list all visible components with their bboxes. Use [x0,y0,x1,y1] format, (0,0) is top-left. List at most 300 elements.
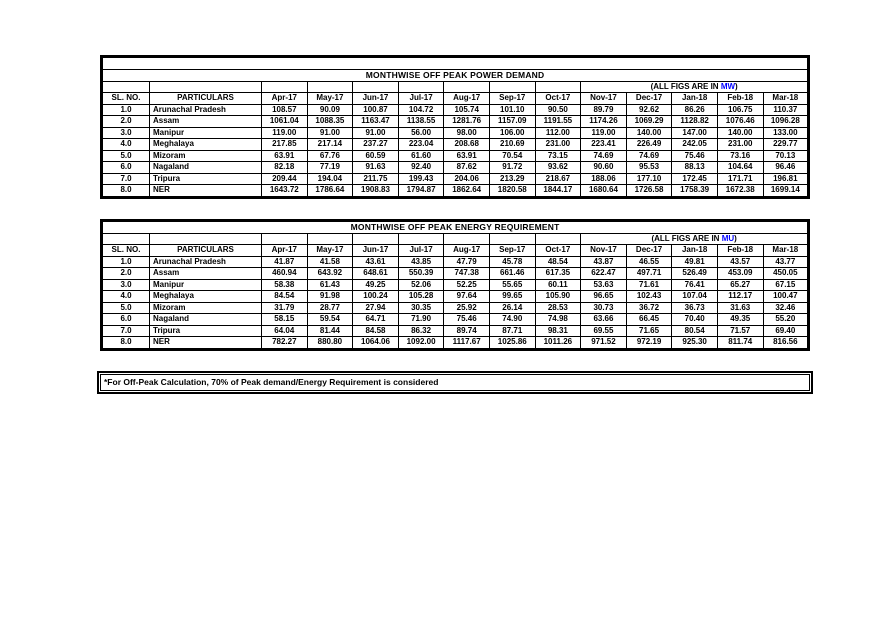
value-cell: 90.09 [307,104,353,116]
col-header-month: Mar-18 [763,93,809,105]
sl-no-cell: 8.0 [102,337,150,350]
col-header-month: Apr-17 [262,245,308,257]
state-name-cell: Tripura [150,173,262,185]
value-cell: 74.98 [535,314,581,326]
value-cell: 209.44 [262,173,308,185]
value-cell: 108.57 [262,104,308,116]
value-cell: 89.74 [444,325,490,337]
table-row [102,268,809,280]
col-header-sl-no: SL. NO. [102,245,150,257]
value-cell: 782.27 [262,337,308,350]
value-cell: 98.00 [444,127,490,139]
value-cell: 43.87 [581,256,627,268]
table-row [102,291,809,303]
value-cell: 229.77 [763,139,809,151]
empty-cell [102,81,150,93]
value-cell: 27.94 [353,302,399,314]
state-name-cell: Nagaland [150,314,262,326]
value-cell: 91.00 [307,127,353,139]
value-cell: 80.54 [672,325,718,337]
value-cell: 91.72 [489,162,535,174]
value-cell: 56.00 [398,127,444,139]
col-header-month: Jul-17 [398,93,444,105]
value-cell: 63.91 [444,150,490,162]
sl-no-cell: 4.0 [102,139,150,151]
value-cell: 1069.29 [626,116,672,128]
value-cell: 43.61 [353,256,399,268]
value-cell: 196.81 [763,173,809,185]
value-cell: 60.59 [353,150,399,162]
value-cell: 73.15 [535,150,581,162]
title-row [102,221,809,234]
value-cell: 1672.38 [717,185,763,198]
empty-cell [489,233,535,245]
value-cell: 32.46 [763,302,809,314]
value-cell: 194.04 [307,173,353,185]
value-cell: 92.62 [626,104,672,116]
value-cell: 63.91 [262,150,308,162]
value-cell: 1820.58 [489,185,535,198]
value-cell: 90.50 [535,104,581,116]
value-cell: 70.54 [489,150,535,162]
value-cell: 58.15 [262,314,308,326]
value-cell: 106.75 [717,104,763,116]
value-cell: 95.53 [626,162,672,174]
col-header-month: Sep-17 [489,93,535,105]
table-row [102,314,809,326]
value-cell: 73.16 [717,150,763,162]
value-cell: 65.27 [717,279,763,291]
empty-cell [262,233,308,245]
value-cell: 140.00 [717,127,763,139]
value-cell: 28.53 [535,302,581,314]
value-cell: 52.25 [444,279,490,291]
sl-no-cell: 6.0 [102,314,150,326]
empty-cell [489,81,535,93]
value-cell: 91.00 [353,127,399,139]
value-cell: 104.64 [717,162,763,174]
empty-cell [353,233,399,245]
value-cell: 71.65 [626,325,672,337]
value-cell: 98.31 [535,325,581,337]
col-header-month: Jun-17 [353,245,399,257]
value-cell: 1680.64 [581,185,627,198]
units-row [102,81,809,93]
value-cell: 526.49 [672,268,718,280]
state-name-cell: Mizoram [150,302,262,314]
value-cell: 69.40 [763,325,809,337]
state-name-cell: Manipur [150,127,262,139]
empty-cell [150,233,262,245]
empty-cell [398,81,444,93]
table-title: MONTHWISE OFF PEAK POWER DEMAND [102,70,809,82]
value-cell: 25.92 [444,302,490,314]
value-cell: 1758.39 [672,185,718,198]
title-row [102,70,809,82]
value-cell: 1011.26 [535,337,581,350]
empty-cell [353,81,399,93]
value-cell: 71.57 [717,325,763,337]
value-cell: 101.10 [489,104,535,116]
value-cell: 104.72 [398,104,444,116]
col-header-particulars: PARTICULARS [150,93,262,105]
table-row [102,139,809,151]
col-header-month: Dec-17 [626,93,672,105]
value-cell: 1061.04 [262,116,308,128]
value-cell: 617.35 [535,268,581,280]
table-row [102,162,809,174]
value-cell: 880.80 [307,337,353,350]
table-row [102,302,809,314]
value-cell: 147.00 [672,127,718,139]
col-header-particulars: PARTICULARS [150,245,262,257]
value-cell: 622.47 [581,268,627,280]
sl-no-cell: 2.0 [102,268,150,280]
sl-no-cell: 5.0 [102,150,150,162]
value-cell: 213.29 [489,173,535,185]
value-cell: 49.35 [717,314,763,326]
units-note: (ALL FIGS ARE IN MW) [581,81,809,93]
value-cell: 172.45 [672,173,718,185]
col-header-month: Dec-17 [626,245,672,257]
empty-cell [307,81,353,93]
table-row [102,116,809,128]
value-cell: 45.78 [489,256,535,268]
value-cell: 112.17 [717,291,763,303]
value-cell: 226.49 [626,139,672,151]
value-cell: 1908.83 [353,185,399,198]
sl-no-cell: 5.0 [102,302,150,314]
empty-cell [102,233,150,245]
col-header-month: Jul-17 [398,245,444,257]
col-header-month: Sep-17 [489,245,535,257]
value-cell: 96.65 [581,291,627,303]
value-cell: 60.11 [535,279,581,291]
off-peak-power-demand-table [100,55,810,199]
value-cell: 1128.82 [672,116,718,128]
value-cell: 30.73 [581,302,627,314]
table-row [102,185,809,198]
value-cell: 48.54 [535,256,581,268]
value-cell: 1191.55 [535,116,581,128]
state-name-cell: Tripura [150,325,262,337]
value-cell: 100.87 [353,104,399,116]
value-cell: 211.75 [353,173,399,185]
empty-cell [535,233,581,245]
value-cell: 1025.86 [489,337,535,350]
empty-cell [444,81,490,93]
value-cell: 1786.64 [307,185,353,198]
value-cell: 550.39 [398,268,444,280]
value-cell: 77.19 [307,162,353,174]
value-cell: 88.13 [672,162,718,174]
state-name-cell: Assam [150,268,262,280]
table-row [102,325,809,337]
units-note: (ALL FIGS ARE IN MU) [581,233,809,245]
value-cell: 87.62 [444,162,490,174]
value-cell: 93.62 [535,162,581,174]
value-cell: 188.06 [581,173,627,185]
value-cell: 75.46 [444,314,490,326]
value-cell: 75.46 [672,150,718,162]
value-cell: 450.05 [763,268,809,280]
empty-cell [150,81,262,93]
blank-cell [102,57,809,70]
table-row [102,127,809,139]
value-cell: 972.19 [626,337,672,350]
value-cell: 30.35 [398,302,444,314]
value-cell: 140.00 [626,127,672,139]
value-cell: 1643.72 [262,185,308,198]
units-row [102,233,809,245]
value-cell: 81.44 [307,325,353,337]
value-cell: 70.13 [763,150,809,162]
value-cell: 217.85 [262,139,308,151]
col-header-month: Feb-18 [717,93,763,105]
value-cell: 43.77 [763,256,809,268]
value-cell: 1096.28 [763,116,809,128]
column-header-row [102,93,809,105]
state-name-cell: Meghalaya [150,291,262,303]
state-name-cell: Assam [150,116,262,128]
value-cell: 223.04 [398,139,444,151]
value-cell: 63.66 [581,314,627,326]
value-cell: 91.63 [353,162,399,174]
value-cell: 55.20 [763,314,809,326]
value-cell: 59.54 [307,314,353,326]
value-cell: 1157.09 [489,116,535,128]
value-cell: 1844.17 [535,185,581,198]
value-cell: 112.00 [535,127,581,139]
state-name-cell: Mizoram [150,150,262,162]
state-name-cell: NER [150,185,262,198]
sl-no-cell: 3.0 [102,127,150,139]
value-cell: 55.65 [489,279,535,291]
col-header-month: Nov-17 [581,245,627,257]
off-peak-footnote: *For Off-Peak Calculation, 70% of Peak demand/Energy Requirement is considered [100,374,810,391]
sl-no-cell: 7.0 [102,173,150,185]
value-cell: 84.58 [353,325,399,337]
value-cell: 86.32 [398,325,444,337]
value-cell: 1088.35 [307,116,353,128]
value-cell: 648.61 [353,268,399,280]
value-cell: 67.76 [307,150,353,162]
value-cell: 28.77 [307,302,353,314]
state-name-cell: NER [150,337,262,350]
col-header-month: Oct-17 [535,93,581,105]
value-cell: 1794.87 [398,185,444,198]
value-cell: 1163.47 [353,116,399,128]
value-cell: 925.30 [672,337,718,350]
value-cell: 661.46 [489,268,535,280]
sl-no-cell: 7.0 [102,325,150,337]
value-cell: 31.63 [717,302,763,314]
value-cell: 1281.76 [444,116,490,128]
table-row [102,104,809,116]
table-row [102,256,809,268]
value-cell: 816.56 [763,337,809,350]
value-cell: 100.24 [353,291,399,303]
state-name-cell: Meghalaya [150,139,262,151]
value-cell: 242.05 [672,139,718,151]
col-header-month: May-17 [307,93,353,105]
col-header-month: Mar-18 [763,245,809,257]
value-cell: 74.69 [581,150,627,162]
value-cell: 208.68 [444,139,490,151]
sl-no-cell: 1.0 [102,256,150,268]
unit-abbr: MU [721,233,735,243]
value-cell: 497.71 [626,268,672,280]
sl-no-cell: 4.0 [102,291,150,303]
state-name-cell: Nagaland [150,162,262,174]
value-cell: 64.71 [353,314,399,326]
unit-abbr: MW [720,81,736,91]
sl-no-cell: 2.0 [102,116,150,128]
value-cell: 71.90 [398,314,444,326]
col-header-month: Nov-17 [581,93,627,105]
value-cell: 36.72 [626,302,672,314]
value-cell: 218.67 [535,173,581,185]
col-header-month: Jan-18 [672,245,718,257]
col-header-month: Jan-18 [672,93,718,105]
blank-row [102,57,809,70]
value-cell: 133.00 [763,127,809,139]
table-row [102,337,809,350]
value-cell: 92.40 [398,162,444,174]
value-cell: 67.15 [763,279,809,291]
value-cell: 74.69 [626,150,672,162]
value-cell: 86.26 [672,104,718,116]
empty-cell [398,233,444,245]
value-cell: 1174.26 [581,116,627,128]
table-title: MONTHWISE OFF PEAK ENERGY REQUIREMENT [102,221,809,234]
empty-cell [444,233,490,245]
value-cell: 1064.06 [353,337,399,350]
col-header-month: Feb-18 [717,245,763,257]
col-header-month: Oct-17 [535,245,581,257]
value-cell: 177.10 [626,173,672,185]
value-cell: 460.94 [262,268,308,280]
value-cell: 76.41 [672,279,718,291]
sl-no-cell: 3.0 [102,279,150,291]
col-header-month: Apr-17 [262,93,308,105]
value-cell: 49.81 [672,256,718,268]
value-cell: 119.00 [262,127,308,139]
empty-cell [535,81,581,93]
value-cell: 53.63 [581,279,627,291]
value-cell: 223.41 [581,139,627,151]
value-cell: 61.60 [398,150,444,162]
value-cell: 100.47 [763,291,809,303]
value-cell: 96.46 [763,162,809,174]
value-cell: 66.45 [626,314,672,326]
value-cell: 43.57 [717,256,763,268]
value-cell: 41.87 [262,256,308,268]
value-cell: 105.74 [444,104,490,116]
value-cell: 1862.64 [444,185,490,198]
value-cell: 97.64 [444,291,490,303]
value-cell: 811.74 [717,337,763,350]
value-cell: 64.04 [262,325,308,337]
table-row [102,279,809,291]
table-row [102,150,809,162]
value-cell: 74.90 [489,314,535,326]
value-cell: 41.58 [307,256,353,268]
value-cell: 217.14 [307,139,353,151]
value-cell: 453.09 [717,268,763,280]
value-cell: 231.00 [535,139,581,151]
value-cell: 107.04 [672,291,718,303]
col-header-month: Aug-17 [444,93,490,105]
value-cell: 87.71 [489,325,535,337]
value-cell: 58.38 [262,279,308,291]
value-cell: 747.38 [444,268,490,280]
value-cell: 36.73 [672,302,718,314]
value-cell: 1117.67 [444,337,490,350]
value-cell: 102.43 [626,291,672,303]
col-header-sl-no: SL. NO. [102,93,150,105]
value-cell: 69.55 [581,325,627,337]
value-cell: 210.69 [489,139,535,151]
value-cell: 26.14 [489,302,535,314]
value-cell: 49.25 [353,279,399,291]
state-name-cell: Manipur [150,279,262,291]
value-cell: 46.55 [626,256,672,268]
value-cell: 643.92 [307,268,353,280]
value-cell: 84.54 [262,291,308,303]
value-cell: 237.27 [353,139,399,151]
value-cell: 106.00 [489,127,535,139]
value-cell: 90.60 [581,162,627,174]
value-cell: 43.85 [398,256,444,268]
col-header-month: Jun-17 [353,93,399,105]
value-cell: 105.90 [535,291,581,303]
empty-cell [307,233,353,245]
value-cell: 1076.46 [717,116,763,128]
value-cell: 89.79 [581,104,627,116]
empty-cell [262,81,308,93]
value-cell: 31.79 [262,302,308,314]
table-row [102,173,809,185]
value-cell: 105.28 [398,291,444,303]
state-name-cell: Arunachal Pradesh [150,104,262,116]
col-header-month: Aug-17 [444,245,490,257]
value-cell: 1138.55 [398,116,444,128]
value-cell: 971.52 [581,337,627,350]
column-header-row [102,245,809,257]
off-peak-energy-requirement-table [100,219,810,351]
value-cell: 231.00 [717,139,763,151]
value-cell: 99.65 [489,291,535,303]
sl-no-cell: 6.0 [102,162,150,174]
value-cell: 119.00 [581,127,627,139]
value-cell: 204.06 [444,173,490,185]
value-cell: 1726.58 [626,185,672,198]
value-cell: 1092.00 [398,337,444,350]
value-cell: 52.06 [398,279,444,291]
value-cell: 199.43 [398,173,444,185]
col-header-month: May-17 [307,245,353,257]
state-name-cell: Arunachal Pradesh [150,256,262,268]
value-cell: 91.98 [307,291,353,303]
value-cell: 110.37 [763,104,809,116]
sl-no-cell: 8.0 [102,185,150,198]
value-cell: 61.43 [307,279,353,291]
value-cell: 70.40 [672,314,718,326]
sl-no-cell: 1.0 [102,104,150,116]
value-cell: 47.79 [444,256,490,268]
value-cell: 1699.14 [763,185,809,198]
